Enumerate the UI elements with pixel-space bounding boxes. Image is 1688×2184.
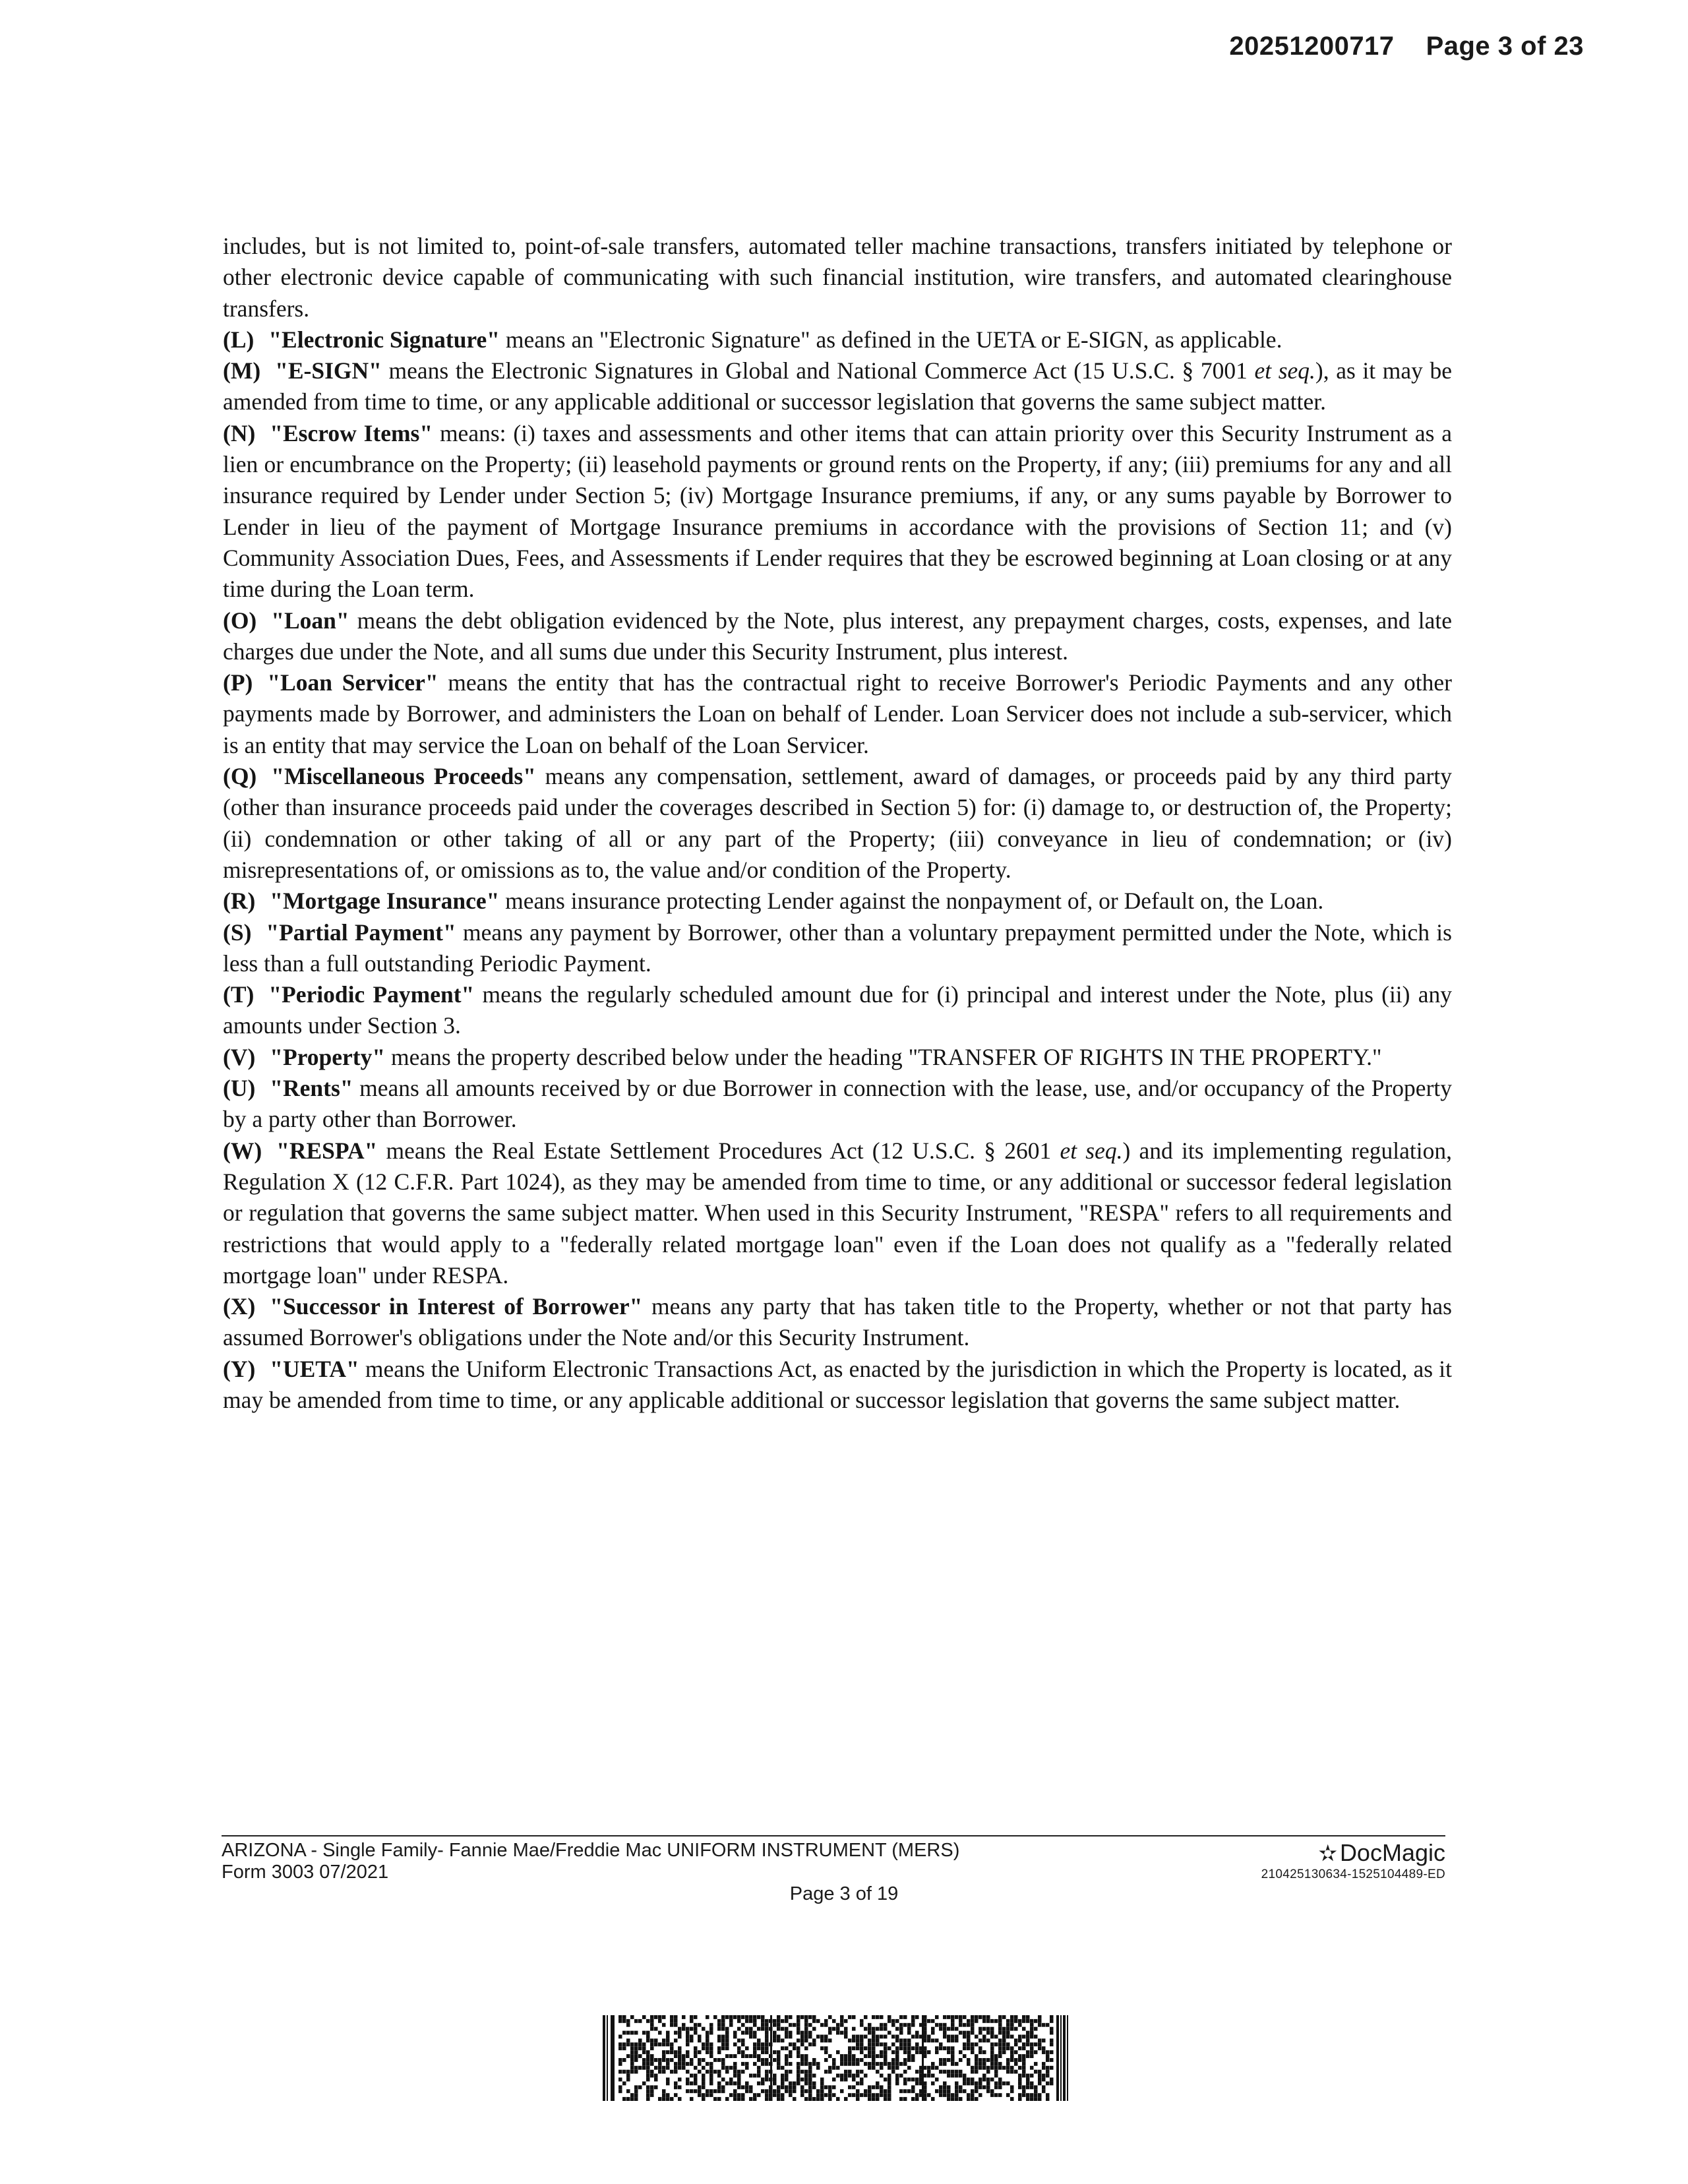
definition-term: "Electronic Signature" (268, 326, 500, 353)
recording-header (1229, 32, 1584, 61)
definition-m (223, 355, 1452, 418)
document-body (223, 231, 1452, 1416)
docmagic-logo (1261, 1840, 1445, 1867)
definition-o (223, 605, 1452, 668)
definition-term: "RESPA" (276, 1137, 378, 1164)
definition-term: "Mortgage Insurance" (270, 888, 500, 915)
definition-letter: (R) (223, 888, 256, 915)
definition-term: "E-SIGN" (275, 357, 382, 384)
definition-letter: (Y) (223, 1355, 256, 1382)
definition-term: "Periodic Payment" (268, 981, 475, 1008)
definition-text: means the Uniform Electronic Transactions Act, as enacted by the jurisdiction in which the Property is located, as it may be amended from time to time, or any applicable additional or successor legislation that governs the same subject matter. (223, 1355, 1452, 1413)
definition-term: "Loan Servicer" (267, 669, 438, 696)
definition-letter: (S) (223, 919, 252, 946)
definition-term: "Partial Payment" (266, 919, 456, 946)
definition-letter: (V) (223, 1043, 256, 1070)
definition-l (223, 324, 1452, 355)
definition-text: means the entity that has the contractual right to receive Borrower's Periodic Payments and any other payments made by Borrower, and administers the Loan on behalf of Lender. Loan Servicer does not include a sub-servicer, which is an entity that may service the Loan on behalf of the Loan Servicer. (223, 669, 1452, 758)
definition-text: means: (i) taxes and assessments and other items that can attain priority over this Security Instrument as a lien or encumbrance on the Property; (ii) leasehold payments or ground rents on the Property, if any; (iii) premiums for any and all insurance required by Lender under Section 5; (iv) Mortgage Insurance premiums, if any, or any sums payable by Borrower to Lender in lieu of the payment of Mortgage Insurance premiums in accordance with the provisions of Section 11; and (v) Community Association Dues, Fees, and Assessments if Lender requires that they be escrowed beginning at Loan closing or at any time during the Loan term. (223, 419, 1453, 603)
definition-text: means any compensation, settlement, award of damages, or proceeds paid by any third party (other than insurance proceeds paid under the coverages described in Section 5) for: (i) damage to, or destruction of, the Property; (ii) condemnation or other taking of all or any part of the Property; (iii) conveyance in lieu of condemnation; or (iv) misrepresentations of, or omissions as to, the value and/or condition of the Property. (223, 763, 1452, 883)
definition-text: means the property described below under the heading "TRANSFER OF RIGHTS IN THE PROPERTY." (385, 1043, 1382, 1070)
form-number: Form 3003 07/2021 (222, 1862, 389, 1883)
definition-term: "Miscellaneous Proceeds" (271, 763, 536, 790)
brand-name: DocMagic (1339, 1839, 1445, 1866)
definition-term: "Property" (270, 1043, 386, 1070)
definition-term: "Rents" (270, 1075, 353, 1102)
footer-page-number: Page 3 of 19 (789, 1883, 899, 1904)
definition-letter: (N) (223, 419, 256, 446)
definition-italic: et seq. (1060, 1137, 1123, 1164)
definition-italic: et seq. (1254, 357, 1315, 384)
definition-term: "Escrow Items" (270, 419, 433, 446)
definition-text: means an "Electronic Signature" as defined in the UETA or E-SIGN, as applicable. (500, 326, 1282, 353)
definition-q (223, 761, 1452, 886)
recording-number: 20251200717 (1229, 32, 1395, 61)
definition-term: "Successor in Interest of Borrower" (270, 1293, 643, 1320)
definition-term: "UETA" (270, 1355, 359, 1382)
definition-text: means the Electronic Signatures in Global and National Commerce Act (15 U.S.C. § 7001 (381, 357, 1255, 384)
definition-p (223, 667, 1452, 761)
definition-letter: (Q) (223, 763, 257, 790)
definition-letter: (W) (223, 1137, 262, 1164)
definition-letter: (T) (223, 981, 255, 1008)
document-code: 210425130634-1525104489-ED (1261, 1867, 1445, 1881)
docmagic-brand (1261, 1840, 1445, 1883)
definition-v (223, 1042, 1452, 1073)
definition-text: means the Real Estate Settlement Procedures Act (12 U.S.C. § 2601 (377, 1137, 1060, 1164)
definition-n (223, 418, 1452, 605)
footer-divider (222, 1835, 1445, 1836)
definition-text: means any payment by Borrower, other than a voluntary prepayment permitted under the Note, which is less than a full outstanding Periodic Payment. (223, 919, 1452, 977)
definition-letter: (P) (223, 669, 253, 696)
footer-form-info (222, 1840, 959, 1883)
definition-y (223, 1354, 1452, 1416)
definition-w (223, 1136, 1452, 1291)
definition-term: "Loan" (271, 607, 349, 634)
definition-text: means insurance protecting Lender against the nonpayment of, or Default on, the Loan. (499, 888, 1324, 915)
definition-text-after: ), as it may be amended from time to time, or any applicable additional or successor legislation that governs the same subject matter. (223, 357, 1452, 415)
recording-page: Page 3 of 23 (1426, 32, 1584, 61)
definition-t (223, 979, 1452, 1042)
definition-letter: (M) (223, 357, 261, 384)
definition-letter: (X) (223, 1293, 256, 1320)
intro-paragraph: includes, but is not limited to, point-of-sale transfers, automated teller machine transactions, transfers initiated by telephone or other electronic device capable of communicating with such financial institution, wire transfers, and automated clearinghouse transfers. (223, 233, 1452, 322)
definition-r (223, 886, 1452, 917)
definition-text: means any party that has taken title to the Property, whether or not that party has assumed Borrower's obligations under the Note and/or this Security Instrument. (223, 1293, 1452, 1351)
definition-text: means the debt obligation evidenced by the Note, plus interest, any prepayment charges, costs, expenses, and late charges due under the Note, and all sums due under this Security Instrument, plus interest. (223, 607, 1452, 665)
definition-text: means the regularly scheduled amount due for (i) principal and interest under the Note, plus (ii) any amounts under Section 3. (223, 981, 1452, 1039)
barcode-image (603, 2015, 1070, 2101)
definition-letter: (U) (223, 1075, 256, 1102)
definition-letter: (L) (223, 326, 255, 353)
definition-text: means all amounts received by or due Borrower in connection with the lease, use, and/or occupancy of the Property by a party other than Borrower. (223, 1075, 1452, 1133)
definition-s (223, 917, 1452, 980)
form-title: ARIZONA - Single Family- Fannie Mae/Freddie Mac UNIFORM INSTRUMENT (MERS) (222, 1840, 960, 1861)
star-icon: ✫ (1318, 1841, 1337, 1866)
definition-letter: (O) (223, 607, 257, 634)
definition-u (223, 1073, 1452, 1136)
definition-text-after: ) and its implementing regulation, Regulation X (12 C.F.R. Part 1024), as they may be amended from time to time, or any additional or successor federal legislation or regulation that governs the same subject matter. When used in this Security Instrument, "RESPA" refers to all requirements and restrictions that would apply to a "federally related mortgage loan" even if the Loan does not qualify as a "federally related mortgage loan" under RESPA. (223, 1137, 1452, 1289)
definition-x (223, 1291, 1452, 1354)
